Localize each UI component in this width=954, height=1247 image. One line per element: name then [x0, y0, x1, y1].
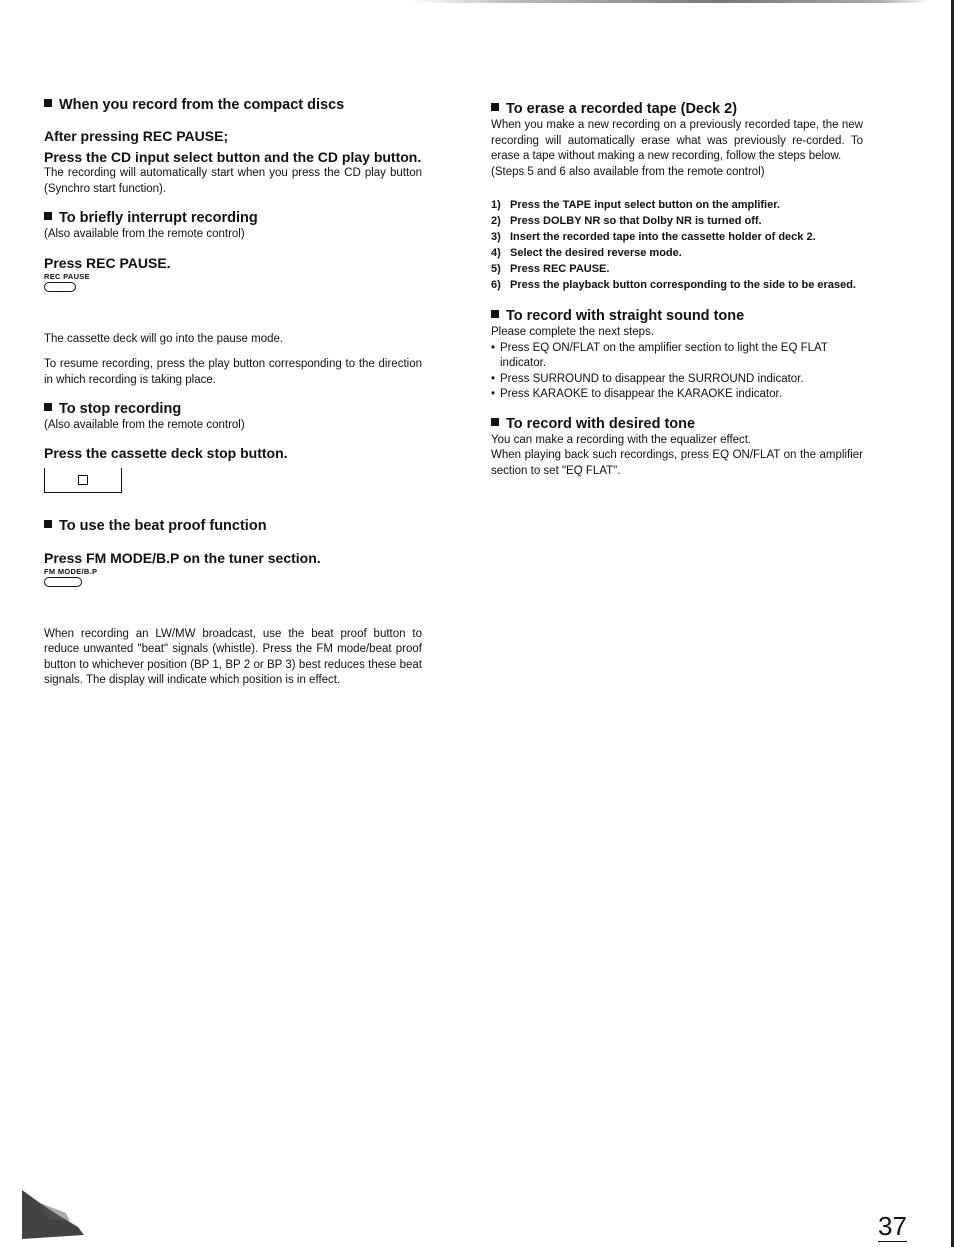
cd-body-text: The recording will automatically start when you press the CD play button (Synchro start function). [44, 167, 422, 195]
list-item: 6) Press the playback button corresponding to the side to be erased. [491, 279, 856, 291]
list-item: 3) Insert the recorded tape into the cassette holder of deck 2. [491, 231, 816, 243]
section-title-stop: To stop recording [44, 400, 422, 418]
section-title-beat: To use the beat proof function [44, 517, 422, 535]
left-column [44, 96, 422, 689]
top-edge-line [410, 0, 930, 3]
right-column [491, 100, 863, 479]
erase-steps-list [491, 197, 863, 293]
press-fm-heading: Press FM MODE/B.P on the tuner section. [44, 549, 321, 566]
after-pressing-heading: After pressing REC PAUSE; [44, 128, 229, 144]
beat-body-text: When recording an LW/MW broadcast, use the beat proof button to reduce unwanted "beat" signals (whistle). Press the FM mode/beat proof button to whichever position (BP 1, BP 2 or BP 3) best reduces these beat signals. The display will indicate which position is in effect. [44, 627, 422, 686]
list-item: 2) Press DOLBY NR so that Dolby NR is turned off. [491, 215, 762, 227]
straight-intro: Please complete the next steps. [491, 326, 655, 338]
rec-pause-button-icon [44, 282, 76, 292]
press-rec-pause-heading: Press REC PAUSE. [44, 254, 171, 271]
corner-scan-smudge [18, 1185, 88, 1240]
rec-pause-label: REC PAUSE [44, 271, 90, 281]
desired-body-2: When playing back such recordings, press EQ ON/FLAT on the amplifier section to set "EQ FLAT". [491, 449, 863, 477]
erase-body-text: When you make a new recording on a previously recorded tape, the new recording will automatically erase what was previously re-corded. To erase a tape without making a new recording, follow the steps below. [491, 119, 863, 162]
stop-button-icon [44, 468, 122, 493]
page-number: 37 [878, 1211, 907, 1241]
fm-mode-button-icon [44, 577, 82, 587]
erase-note: (Steps 5 and 6 also available from the remote control) [491, 165, 765, 178]
section-title-erase: To erase a recorded tape (Deck 2) [491, 100, 863, 118]
list-item: • Press EQ ON/FLAT on the amplifier section to light the EQ FLAT indicator. [491, 341, 828, 369]
list-item: • Press KARAOKE to disappear the KARAOKE indicator. [491, 388, 782, 400]
stop-note: (Also available from the remote control) [44, 419, 245, 431]
pause-body-text: The cassette deck will go into the pause mode. [44, 332, 284, 345]
desired-body-1: You can make a recording with the equalizer effect. [491, 433, 752, 446]
list-item: 1) Press the TAPE input select button on the amplifier. [491, 199, 780, 211]
list-item: 4) Select the desired reverse mode. [491, 247, 682, 259]
interrupt-note: (Also available from the remote control) [44, 228, 245, 240]
section-title-straight: To record with straight sound tone [491, 307, 863, 325]
press-stop-heading: Press the cassette deck stop button. [44, 444, 288, 461]
section-title-interrupt: To briefly interrupt recording [44, 209, 422, 227]
section-title-desired: To record with desired tone [491, 415, 863, 433]
section-title-cd: When you record from the compact discs [44, 96, 422, 114]
list-item: • Press SURROUND to disappear the SURROUND indicator. [491, 372, 804, 385]
resume-body-text: To resume recording, press the play button corresponding to the direction in which recording is taking place. [44, 358, 422, 386]
press-cd-heading: Press the CD input select button and the CD play button. [44, 149, 422, 165]
fm-mode-label: FM MODE/B.P [44, 566, 98, 576]
list-item: 5) Press REC PAUSE. [491, 263, 610, 275]
